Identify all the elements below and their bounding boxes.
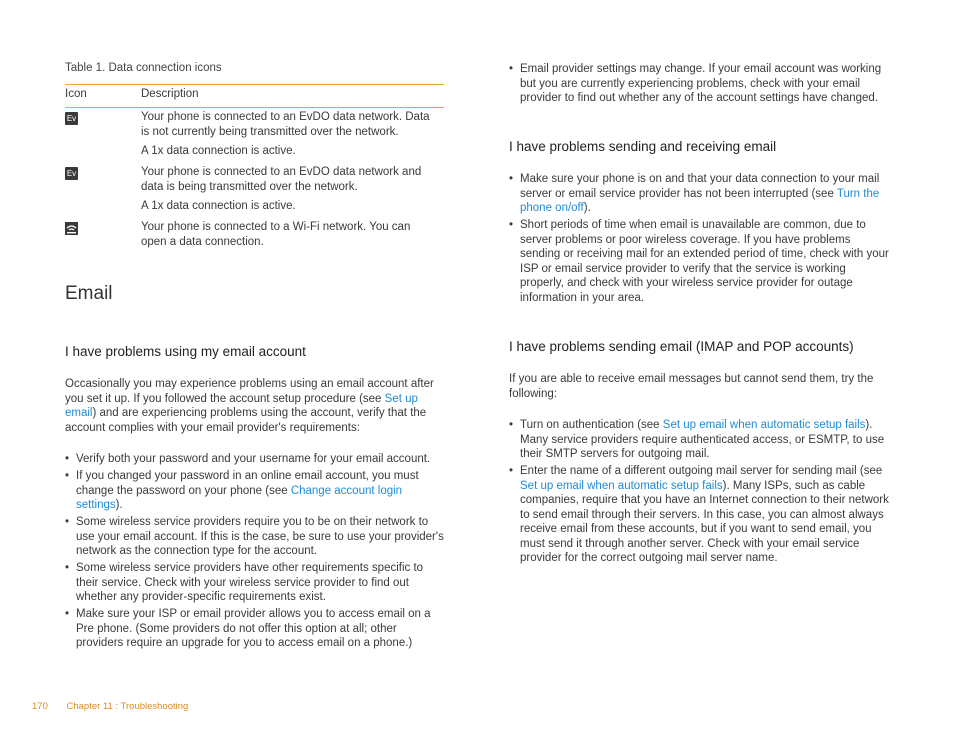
setup-fails-link[interactable]: Set up email when automatic setup fails xyxy=(520,479,723,492)
provider-bullets xyxy=(509,62,889,108)
list-item: • Short periods of time when email is unavailable are common, due to server problems or poor wireless coverage. If you have problems sending or receiving mail for an extended period of time, check with your ISP or email service provider to verify that the service is working properly, and check with your wireless service provider for outage information in your area. xyxy=(509,218,889,305)
data-connection-icons-table xyxy=(65,84,444,248)
row-description: Your phone is connected to a Wi-Fi network. You can open a data connection. xyxy=(141,221,411,248)
wifi-icon xyxy=(65,222,78,235)
set-up-email-link[interactable]: Set up email xyxy=(65,392,418,419)
change-account-login-settings-link[interactable]: Change account login settings xyxy=(76,484,403,511)
setup-fails-link[interactable]: Set up email when automatic setup fails xyxy=(662,419,866,431)
header-description: Description xyxy=(141,88,199,100)
section-title: Email xyxy=(65,283,113,304)
header-icon: Icon xyxy=(65,88,87,100)
list-item: • Email provider settings may change. If your email account was working but you are currently experiencing problems, check with your email provider to find out whether any of the account settings have changed. xyxy=(509,62,889,106)
imap-pop-bullets xyxy=(509,418,889,568)
list-item: • Make sure your phone is on and that your data connection to your mail server or email service provider has not been interrupted (see Turn the phone on/off). xyxy=(509,172,889,216)
imap-pop-intro: If you are able to receive email messages but cannot send them, try the following: xyxy=(509,373,874,400)
list-item: • Enter the name of a different outgoing mail server for sending mail (see Set up email when automatic setup fails). Many ISPs, such as cable companies, require that you have an Internet connection to their network to send email through their servers. In this case, you can almost always receive email from these accounts, but if you want to send email, you must send it through another server. Check with your email service provider for the correct outgoing mail server name. xyxy=(509,464,889,566)
list-item: • Some wireless service providers require you to be on their network to use your email account. If this is the case, be sure to use your provider's network as the connection type for the account. xyxy=(65,515,445,559)
list-item: • Verify both your password and your username for your email account. xyxy=(65,452,445,467)
evdo-idle-icon: Ev xyxy=(66,114,77,123)
list-item: • Turn on authentication (see Set up email when automatic setup fails). Many service providers require authenticated access, or ESMTP, to use their SMTP servers for outgoing mail. xyxy=(509,418,889,462)
page-footer xyxy=(32,701,188,712)
chapter-label: Chapter 11 : Troubleshooting xyxy=(66,701,189,712)
row-note: A 1x data connection is active. xyxy=(141,145,296,157)
turn-phone-on-off-link[interactable]: Turn the phone on/off xyxy=(520,187,880,214)
row-note: A 1x data connection is active. xyxy=(141,200,296,212)
evdo-transmitting-icon: Ev xyxy=(66,169,77,178)
table-caption: Table 1. Data connection icons xyxy=(65,62,222,74)
row-description: Your phone is connected to an EvDO data network and data is being transmitted over the network. xyxy=(141,166,422,193)
list-item: • Some wireless service providers have other requirements specific to their service. Check with your wireless service provider to find out whether any provider-specific requirements exist. xyxy=(65,561,445,605)
list-item: • If you changed your password in an online email account, you must change the password on your phone (see Change account login settings). xyxy=(65,469,445,513)
heading-imap-pop: I have problems sending email (IMAP and POP accounts) xyxy=(509,339,854,354)
heading-send-receive: I have problems sending and receiving email xyxy=(509,139,777,154)
send-receive-bullets xyxy=(509,172,889,308)
table-header xyxy=(65,84,444,108)
account-intro: Occasionally you may experience problems using an email account after you set it up. If you followed the account setup procedure (see Set up email) and are experiencing problems using the account, verify that the account complies with your email provider's requirements: xyxy=(65,378,434,434)
row-description: Your phone is connected to an EvDO data network. Data is not currently being transmitted over the network. xyxy=(141,111,430,138)
account-bullets xyxy=(65,452,445,653)
heading-email-account: I have problems using my email account xyxy=(65,344,306,359)
list-item: • Make sure your ISP or email provider allows you to access email on a Pre phone. (Some providers do not offer this option at all; other providers require an upgrade for you to access email on a phone.) xyxy=(65,607,445,651)
page-number: 170 xyxy=(32,701,48,712)
